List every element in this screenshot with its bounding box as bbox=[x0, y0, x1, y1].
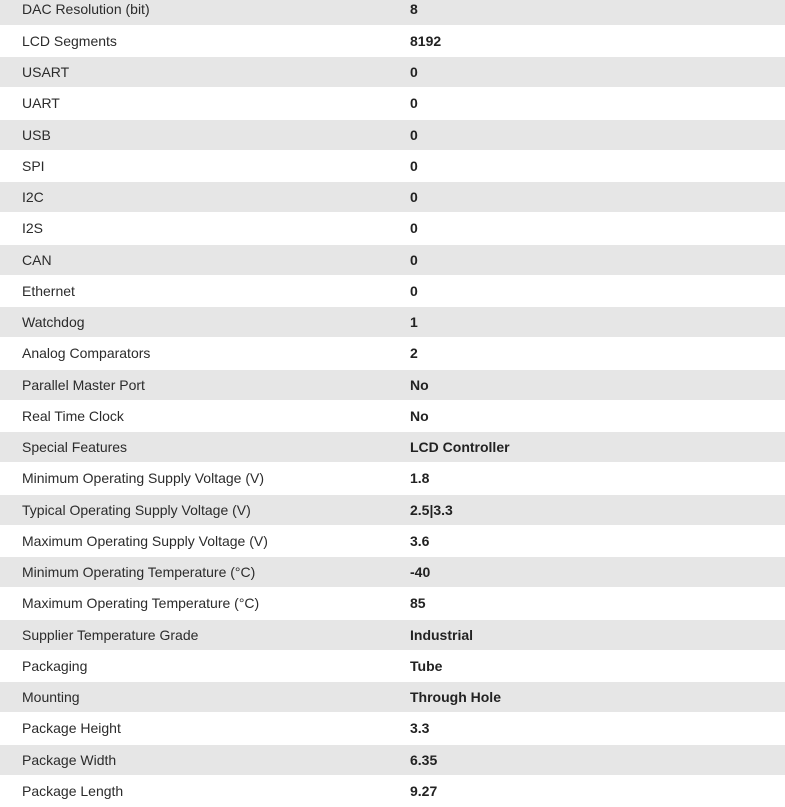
spec-row bbox=[0, 0, 785, 25]
spec-label: Parallel Master Port bbox=[0, 369, 410, 400]
spec-row bbox=[0, 525, 785, 556]
spec-label: USB bbox=[0, 119, 410, 150]
spec-row bbox=[0, 682, 785, 713]
spec-value: 2 bbox=[410, 338, 785, 369]
spec-row bbox=[0, 182, 785, 213]
spec-row bbox=[0, 775, 785, 806]
spec-row bbox=[0, 557, 785, 588]
spec-label: Mounting bbox=[0, 682, 410, 713]
spec-value: Through Hole bbox=[410, 682, 785, 713]
spec-value: -40 bbox=[410, 557, 785, 588]
spec-value: 0 bbox=[410, 150, 785, 181]
spec-label: Maximum Operating Temperature (°C) bbox=[0, 588, 410, 619]
spec-value: 9.27 bbox=[410, 775, 785, 806]
spec-label: Watchdog bbox=[0, 307, 410, 338]
spec-value: 0 bbox=[410, 88, 785, 119]
spec-row bbox=[0, 494, 785, 525]
spec-label: Minimum Operating Temperature (°C) bbox=[0, 557, 410, 588]
spec-label: Packaging bbox=[0, 650, 410, 681]
spec-value: 0 bbox=[410, 213, 785, 244]
spec-value: Industrial bbox=[410, 619, 785, 650]
spec-label: Supplier Temperature Grade bbox=[0, 619, 410, 650]
spec-label: Package Height bbox=[0, 713, 410, 744]
spec-value: 0 bbox=[410, 182, 785, 213]
spec-row bbox=[0, 650, 785, 681]
spec-label: Typical Operating Supply Voltage (V) bbox=[0, 494, 410, 525]
spec-value: 0 bbox=[410, 119, 785, 150]
spec-label: Special Features bbox=[0, 432, 410, 463]
spec-row bbox=[0, 57, 785, 88]
spec-value: 3.6 bbox=[410, 525, 785, 556]
spec-row bbox=[0, 619, 785, 650]
spec-value: 0 bbox=[410, 275, 785, 306]
spec-value: 85 bbox=[410, 588, 785, 619]
spec-row bbox=[0, 744, 785, 775]
spec-value: 1.8 bbox=[410, 463, 785, 494]
spec-label: CAN bbox=[0, 244, 410, 275]
spec-row bbox=[0, 713, 785, 744]
spec-label: SPI bbox=[0, 150, 410, 181]
spec-row bbox=[0, 463, 785, 494]
spec-label: UART bbox=[0, 88, 410, 119]
spec-label: LCD Segments bbox=[0, 25, 410, 56]
spec-label: Maximum Operating Supply Voltage (V) bbox=[0, 525, 410, 556]
spec-value: Tube bbox=[410, 650, 785, 681]
spec-row bbox=[0, 244, 785, 275]
spec-row bbox=[0, 432, 785, 463]
spec-value: 3.3 bbox=[410, 713, 785, 744]
spec-row bbox=[0, 588, 785, 619]
spec-value: 2.5|3.3 bbox=[410, 494, 785, 525]
spec-row bbox=[0, 275, 785, 306]
spec-value: 6.35 bbox=[410, 744, 785, 775]
spec-value: 0 bbox=[410, 57, 785, 88]
spec-row bbox=[0, 307, 785, 338]
spec-row bbox=[0, 88, 785, 119]
spec-row bbox=[0, 400, 785, 431]
spec-label: Minimum Operating Supply Voltage (V) bbox=[0, 463, 410, 494]
spec-label: DAC Resolution (bit) bbox=[0, 0, 410, 25]
spec-label: Ethernet bbox=[0, 275, 410, 306]
spec-label: I2C bbox=[0, 182, 410, 213]
spec-value: No bbox=[410, 369, 785, 400]
spec-row bbox=[0, 150, 785, 181]
spec-row bbox=[0, 119, 785, 150]
spec-value: No bbox=[410, 400, 785, 431]
spec-label: Package Width bbox=[0, 744, 410, 775]
spec-value: 1 bbox=[410, 307, 785, 338]
spec-label: USART bbox=[0, 57, 410, 88]
spec-label: Analog Comparators bbox=[0, 338, 410, 369]
spec-row bbox=[0, 369, 785, 400]
spec-value: LCD Controller bbox=[410, 432, 785, 463]
spec-row bbox=[0, 25, 785, 56]
spec-row bbox=[0, 213, 785, 244]
spec-label: I2S bbox=[0, 213, 410, 244]
spec-row bbox=[0, 338, 785, 369]
spec-value: 8192 bbox=[410, 25, 785, 56]
spec-value: 8 bbox=[410, 0, 785, 25]
spec-value: 0 bbox=[410, 244, 785, 275]
spec-label: Package Length bbox=[0, 775, 410, 806]
spec-label: Real Time Clock bbox=[0, 400, 410, 431]
